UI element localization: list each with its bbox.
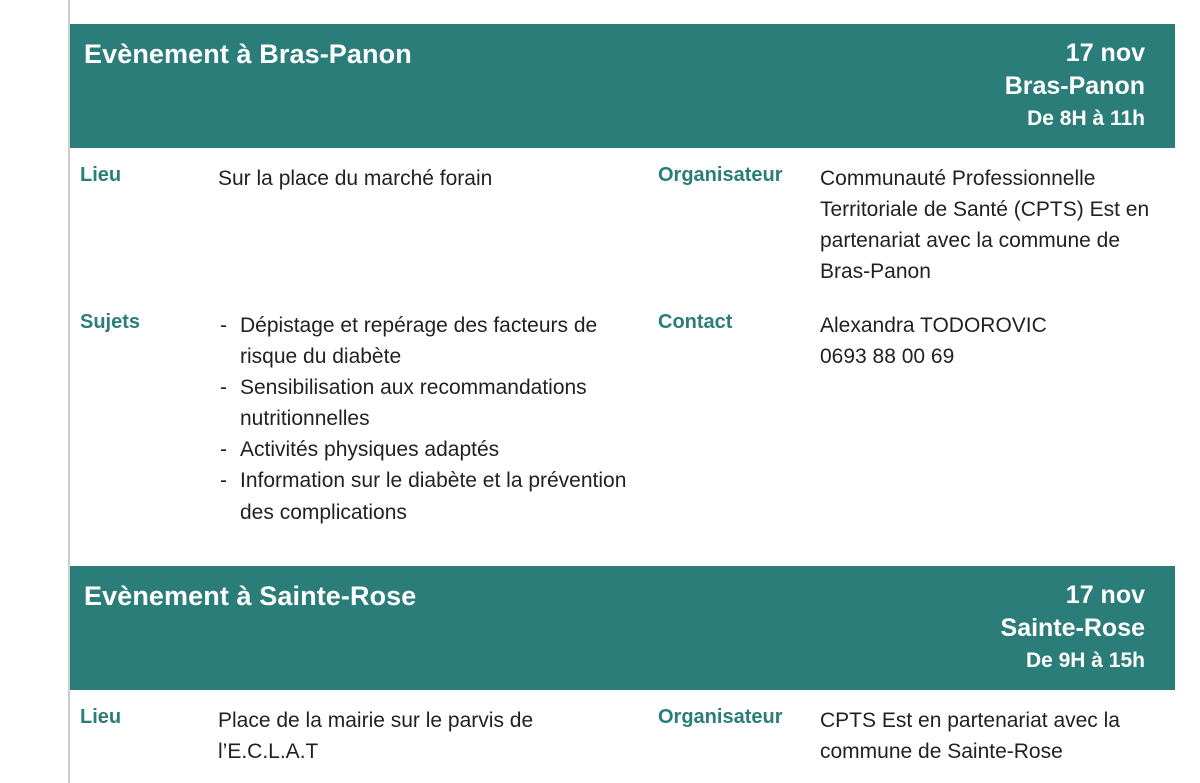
list-item [220,434,632,465]
list-item [220,310,632,372]
label-lieu: Lieu [80,163,122,186]
event-header [70,24,1175,148]
dash-bullet: - [220,376,227,400]
value-lieu: Place de la mairie sur le parvis de l’E.C.L.A.T [218,708,534,763]
grid-spacer [70,287,218,305]
contact-name: Alexandra TODOROVIC [820,314,1047,338]
dash-bullet: - [220,438,227,462]
event-title: Evènement à Sainte-Rose [84,581,417,611]
dash-bullet: - [220,469,227,493]
label-organisateur: Organisateur [658,163,783,186]
event-time: De 9H à 15h [1025,648,1145,672]
event-time: De 8H à 11h [1027,106,1145,130]
list-item-text: Sensibilisation aux recommandations nutritionnelles [240,376,587,431]
label-lieu: Lieu [80,705,122,728]
dash-bullet: - [220,314,227,338]
label-contact: Contact [658,311,733,334]
value-sujets-list [218,305,648,528]
event-when [1005,38,1145,132]
event-card-sainte-rose [70,566,1175,767]
value-contact [820,305,1175,528]
event-details-grid [70,148,1175,528]
list-item [220,465,632,527]
list-item-text: Dépistage et repérage des facteurs de risque du diabète [240,314,598,369]
list-item [220,372,632,434]
label-organisateur: Organisateur [658,705,783,728]
event-when [1001,580,1145,674]
event-date: 17 nov [1065,581,1145,609]
event-title: Evènement à Bras-Panon [84,39,412,69]
event-card-bras-panon [70,24,1175,528]
event-place: Bras-Panon [1004,72,1145,101]
event-date: 17 nov [1065,39,1145,67]
grid-spacer [820,287,1175,305]
value-lieu: Sur la place du marché forain [218,166,493,190]
grid-spacer [648,287,820,305]
list-item-text: Information sur le diabète et la prévention des complications [240,469,627,524]
value-organisateur: CPTS Est en partenariat avec la commune de Sainte-Rose [820,708,1120,763]
contact-phone: 0693 88 00 69 [820,345,955,369]
label-sujets: Sujets [80,311,141,334]
list-item-text: Activités physiques adaptés [240,438,500,462]
grid-spacer [218,287,648,305]
event-header [70,566,1175,690]
event-details-grid [70,690,1175,767]
event-place: Sainte-Rose [1000,614,1145,643]
value-organisateur: Communauté Professionnelle Territoriale de Santé (CPTS) Est en partenariat avec la commune de Bras-Panon [820,166,1150,283]
